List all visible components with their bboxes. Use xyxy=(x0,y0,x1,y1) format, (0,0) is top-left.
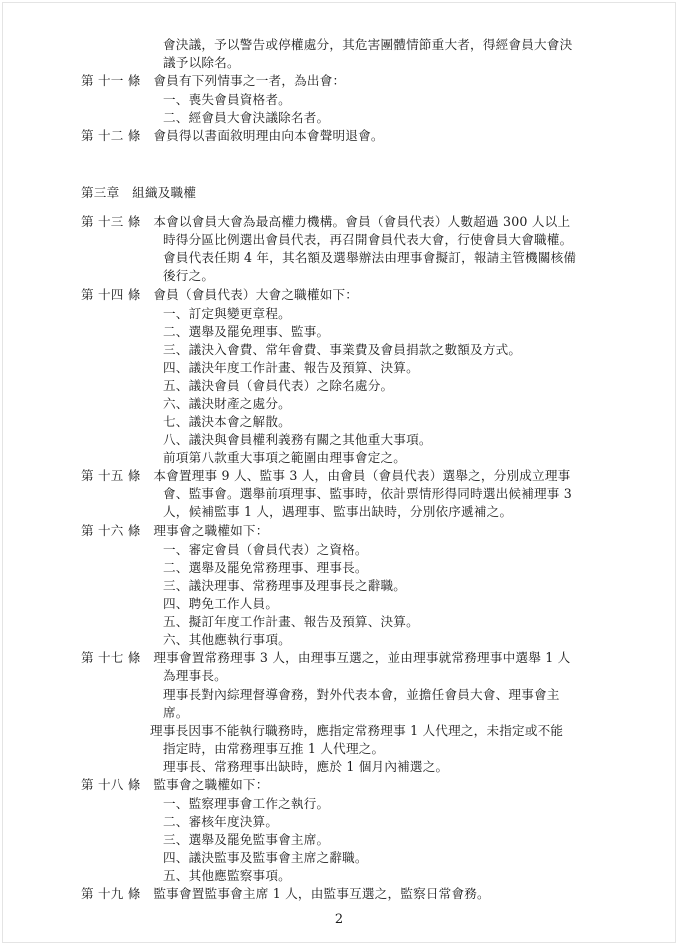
text-line: 一、訂定與變更章程。 xyxy=(163,306,291,321)
text-line: 會、監事會。選舉前項理事、監事時，依計票情形得同時選出候補理事 3 xyxy=(163,486,573,501)
text-line: 四、聘免工作人員。 xyxy=(163,596,279,611)
text-line: 席。 xyxy=(163,705,189,720)
document-page xyxy=(2,2,676,943)
text-line: 五、議決會員（會員代表）之除名處分。 xyxy=(163,378,394,393)
article-line: 第 十五 條 本會置理事 9 人、監事 3 人，由會員（會員代表）選舉之，分別成立理事 xyxy=(81,468,571,483)
text-line: 六、其他應執行事項。 xyxy=(163,632,291,647)
text-line: 一、監察理事會工作之執行。 xyxy=(163,796,330,811)
article-line: 第 十四 條 會員（會員代表）大會之職權如下： xyxy=(81,287,359,302)
text-line: 八、議決與會員權利義務有關之其他重大事項。 xyxy=(163,432,432,447)
text-line: 人，候補監事 1 人，遇理事、監事出缺時，分別依序遞補之。 xyxy=(163,504,513,519)
text-line: 理事長對內綜理督導會務，對外代表本會，並擔任會員大會、理事會主 xyxy=(163,687,560,702)
text-line: 四、議決監事及監事會主席之辭職。 xyxy=(163,850,368,865)
text-line: 一、喪失會員資格者。 xyxy=(163,92,291,107)
text-line: 五、擬訂年度工作計畫、報告及預算、決算。 xyxy=(163,614,419,629)
text-line: 為理事長。 xyxy=(163,668,227,683)
text-line: 二、選舉及罷免理事、監事。 xyxy=(163,324,330,339)
text-line: 二、選舉及罷免常務理事、理事長。 xyxy=(163,560,368,575)
text-line: 二、審核年度決算。 xyxy=(163,814,279,829)
text-line: 五、其他應監察事項。 xyxy=(163,868,291,883)
article-line: 第 十一 條 會員有下列情事之一者，為出會： xyxy=(81,73,346,88)
text-line: 前項第八款重大事項之範圍由理事會定之。 xyxy=(163,450,407,465)
page-number: 2 xyxy=(334,912,344,927)
article-line: 第 十七 條 理事會置常務理事 3 人，由理事互選之，並由理事就常務理事中選舉 1 人 xyxy=(81,650,571,665)
article-line: 第 十二 條 會員得以書面敘明理由向本會聲明退會。 xyxy=(81,128,384,143)
text-line: 理事長、常務理事出缺時，應於 1 個月內補選之。 xyxy=(163,759,449,774)
text-line: 會決議，予以警告或停權處分，其危害團體情節重大者，得經會員大會決 xyxy=(163,37,573,52)
text-line: 後行之。 xyxy=(163,268,215,283)
text-line: 三、議決理事、常務理事及理事長之辭職。 xyxy=(163,578,407,593)
text-line: 六、議決財產之處分。 xyxy=(163,396,291,411)
article-line: 第 十九 條 監事會置監事會主席 1 人，由監事互選之，監察日常會務。 xyxy=(81,886,490,901)
text-line: 二、經會員大會決議除名者。 xyxy=(163,110,330,125)
chapter-heading: 第三章 組織及職權 xyxy=(81,185,197,200)
text-line: 議予以除名。 xyxy=(163,55,240,70)
text-line: 理事長因事不能執行職務時，應指定常務理事 1 人代理之，未指定或不能 xyxy=(150,723,564,738)
text-line: 一、審定會員（會員代表）之資格。 xyxy=(163,542,368,557)
text-line: 三、選舉及罷免監事會主席。 xyxy=(163,832,330,847)
article-line: 第 十六 條 理事會之職權如下： xyxy=(81,523,269,538)
text-line: 三、議決入會費、常年會費、事業費及會員捐款之數額及方式。 xyxy=(163,342,522,357)
text-line: 指定時，由常務理事互推 1 人代理之。 xyxy=(163,741,385,756)
text-line: 會員代表任期 4 年，其名額及選舉辦法由理事會擬訂，報請主管機關核備 xyxy=(163,250,577,265)
article-line: 第 十八 條 監事會之職權如下： xyxy=(81,777,269,792)
text-line: 七、議決本會之解散。 xyxy=(163,414,291,429)
text-line: 時得分區比例選出會員代表，再召開會員代表大會，行使會員大會職權。 xyxy=(163,232,573,247)
article-line: 第 十三 條 本會以會員大會為最高權力機構。會員（會員代表）人數超過 300 人以上 xyxy=(81,214,571,229)
text-line: 四、議決年度工作計畫、報告及預算、決算。 xyxy=(163,360,419,375)
